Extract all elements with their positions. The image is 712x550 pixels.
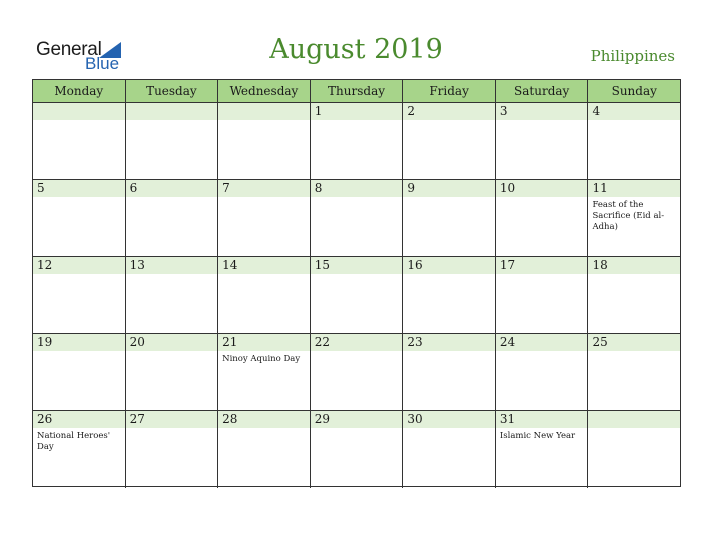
day-number: 29 — [314, 412, 331, 426]
day-cell — [310, 180, 403, 256]
holiday-label: National Heroes' Day — [37, 431, 111, 452]
week-row — [33, 334, 680, 411]
day-cell — [402, 411, 495, 488]
day-number-band — [311, 103, 403, 120]
day-number: 24 — [499, 335, 516, 349]
day-cell — [217, 411, 310, 488]
day-number-band — [588, 411, 680, 428]
day-cell — [402, 103, 495, 179]
day-number: 14 — [222, 258, 238, 272]
week-row — [33, 103, 680, 180]
day-cell — [33, 257, 125, 333]
day-number: 17 — [499, 258, 516, 272]
calendar-grid — [32, 79, 681, 487]
day-cell — [217, 103, 310, 179]
weekday-header — [33, 80, 680, 103]
day-cell — [125, 334, 218, 410]
day-number-band — [33, 103, 125, 120]
day-number: 4 — [592, 104, 601, 118]
day-cell — [125, 411, 218, 488]
weekday-monday: Monday — [54, 84, 104, 98]
day-cell — [495, 103, 588, 179]
day-cell — [587, 334, 680, 410]
day-number: 16 — [407, 258, 423, 272]
day-cell — [495, 334, 588, 410]
day-number: 22 — [314, 335, 331, 349]
page-title: August 2019 — [269, 34, 443, 65]
day-number: 1 — [314, 104, 323, 118]
day-cell — [33, 180, 125, 256]
day-number: 21 — [222, 335, 238, 349]
day-number-band — [33, 180, 125, 197]
day-cell — [587, 103, 680, 179]
day-cell — [33, 103, 125, 179]
day-number: 6 — [129, 181, 138, 195]
day-number: 12 — [37, 258, 53, 272]
day-cell — [310, 411, 403, 488]
day-number: 27 — [129, 412, 145, 426]
day-cell — [587, 411, 680, 488]
day-cell — [495, 257, 588, 333]
day-cell — [125, 180, 218, 256]
day-cell — [310, 334, 403, 410]
day-number-band — [311, 180, 403, 197]
day-number: 9 — [407, 181, 415, 195]
day-number: 31 — [499, 412, 516, 426]
holiday-label: Islamic New Year — [499, 431, 576, 441]
day-cell — [587, 180, 680, 256]
day-cell — [402, 180, 495, 256]
logo-text-blue: Blue — [85, 54, 120, 73]
day-number: 26 — [37, 412, 53, 426]
day-number: 23 — [407, 335, 423, 349]
day-cell — [310, 103, 403, 179]
day-number: 7 — [222, 181, 230, 195]
day-cell — [402, 257, 495, 333]
weekday-saturday: Saturday — [495, 80, 588, 102]
weekday-wednesday: Wednesday — [217, 80, 310, 102]
day-cell — [587, 257, 680, 333]
weekday-sunday: Sunday — [587, 80, 680, 102]
day-number: 3 — [499, 104, 508, 118]
day-cell — [125, 257, 218, 333]
day-number: 18 — [592, 258, 608, 272]
weekday-friday: Friday — [402, 80, 495, 102]
day-cell — [495, 180, 588, 256]
day-number: 2 — [407, 104, 415, 118]
day-number-band — [218, 180, 310, 197]
holiday-label: Ninoy Aquino Day — [222, 354, 301, 364]
day-number: 25 — [592, 335, 608, 349]
day-number: 15 — [314, 258, 331, 272]
holiday-label: Feast of the Sacrifice (Eid al-Adha) — [592, 200, 665, 232]
day-number-band — [403, 180, 495, 197]
day-cell — [33, 334, 125, 410]
day-number-band — [126, 103, 218, 120]
weekday-thursday: Thursday — [310, 80, 403, 102]
day-cell — [217, 180, 310, 256]
day-number-band — [218, 103, 310, 120]
day-number: 13 — [129, 258, 145, 272]
day-number: 20 — [129, 335, 145, 349]
day-number-band — [496, 103, 588, 120]
country-label: Philippines — [590, 47, 675, 65]
day-cell — [402, 334, 495, 410]
day-number: 30 — [407, 412, 423, 426]
day-cell — [33, 411, 125, 488]
day-number: 11 — [592, 181, 608, 195]
day-cell — [310, 257, 403, 333]
day-number: 19 — [37, 335, 53, 349]
day-number: 28 — [222, 412, 238, 426]
day-number-band — [126, 180, 218, 197]
logo-text-general: General — [36, 39, 102, 60]
day-number: 8 — [314, 181, 323, 195]
day-number-band — [588, 103, 680, 120]
day-number: 10 — [499, 181, 516, 195]
weekday-tuesday: Tuesday — [125, 80, 218, 102]
day-number: 5 — [37, 181, 45, 195]
day-cell — [217, 334, 310, 410]
day-number-band — [403, 103, 495, 120]
week-row — [33, 257, 680, 334]
day-cell — [495, 411, 588, 488]
day-cell — [125, 103, 218, 179]
day-cell — [217, 257, 310, 333]
week-row — [33, 180, 680, 257]
week-row — [33, 411, 680, 488]
